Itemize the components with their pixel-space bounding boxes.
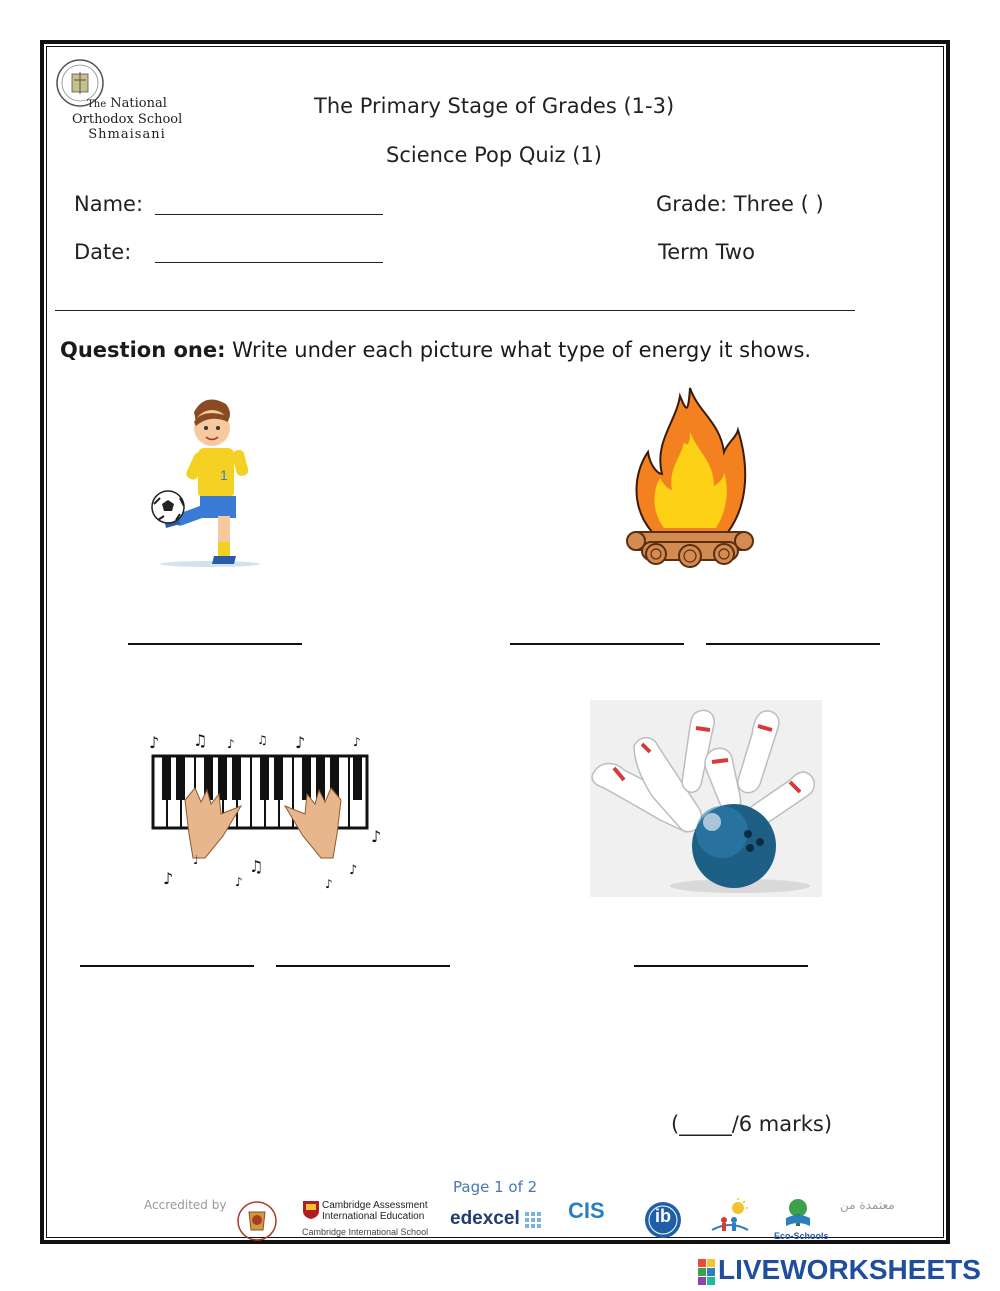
cambridge-line3: Cambridge International School (302, 1227, 429, 1237)
ib-logo-text: ib (655, 1206, 671, 1226)
accredited-by-label: Accredited by (144, 1198, 227, 1212)
svg-text:♪: ♪ (235, 875, 243, 889)
svg-text:♩: ♩ (193, 853, 199, 867)
svg-text:♪: ♪ (325, 877, 333, 891)
svg-text:♫: ♫ (249, 857, 264, 876)
marks-total: (_____/6 marks) (671, 1112, 833, 1136)
answer-line-piano-1[interactable] (80, 965, 254, 967)
liveworksheets-watermark: LIVEWORKSHEETS (718, 1254, 981, 1285)
svg-text:♪: ♪ (349, 863, 358, 878)
cambridge-shield-icon (302, 1200, 320, 1220)
page-title: The Primary Stage of Grades (1-3) (314, 94, 675, 118)
cis-logo: CIS (568, 1198, 605, 1223)
svg-text:♫: ♫ (193, 731, 208, 750)
cambridge-line2: International Education (322, 1211, 425, 1222)
eco-schools-label: Eco-Schools (774, 1231, 829, 1241)
quiz-subtitle: Science Pop Quiz (1) (386, 143, 602, 167)
edexcel-grid-icon (525, 1212, 543, 1228)
eco-schools-tree-icon (780, 1198, 816, 1228)
school-name (72, 96, 182, 142)
edexcel-logo: edexcel (450, 1208, 520, 1229)
svg-text:♫: ♫ (257, 733, 268, 747)
question-text: Write under each picture what type of energy it shows. (225, 338, 812, 362)
question-label: Question one: (60, 338, 226, 362)
date-input-line[interactable] (155, 262, 383, 263)
answer-line-piano-2[interactable] (276, 965, 450, 967)
term-label: Term Two (658, 240, 755, 264)
name-input-line[interactable] (155, 214, 383, 215)
cambridge-logo (322, 1200, 428, 1222)
answer-line-boy[interactable] (128, 643, 302, 645)
svg-text:♪: ♪ (163, 869, 174, 888)
svg-text:♪: ♪ (295, 733, 306, 752)
question-one (60, 338, 811, 362)
header-divider (55, 310, 855, 311)
svg-text:♪: ♪ (353, 735, 361, 749)
svg-text:♪: ♪ (371, 827, 381, 846)
school-name-line2: Orthodox School (72, 112, 183, 127)
school-children-logo-icon (708, 1198, 752, 1242)
piano-keyboard-image (145, 730, 381, 892)
answer-line-bowling[interactable] (634, 965, 808, 967)
school-name-line1: National (110, 96, 167, 111)
name-label: Name: (74, 192, 144, 216)
bowling-image (590, 700, 822, 897)
grade-label: Grade: Three ( ) (656, 192, 824, 216)
school-name-prefix: The (87, 99, 107, 110)
answer-line-fire-1[interactable] (510, 643, 684, 645)
cambridge-line1: Cambridge Assessment (322, 1200, 428, 1211)
svg-text:♪: ♪ (149, 733, 160, 752)
page-number: Page 1 of 2 (453, 1178, 538, 1196)
date-label: Date: (74, 240, 132, 264)
ministry-emblem-icon (236, 1200, 278, 1242)
page-inner-border (46, 46, 944, 1238)
answer-line-fire-2[interactable] (706, 643, 880, 645)
campfire-image (624, 382, 756, 568)
boy-kicking-ball-image (150, 392, 268, 570)
svg-text:1: 1 (220, 467, 228, 483)
school-name-line3: Shmaisani (88, 127, 166, 142)
accredited-by-arabic: معتمدة من (840, 1198, 895, 1212)
svg-text:♪: ♪ (227, 737, 235, 751)
